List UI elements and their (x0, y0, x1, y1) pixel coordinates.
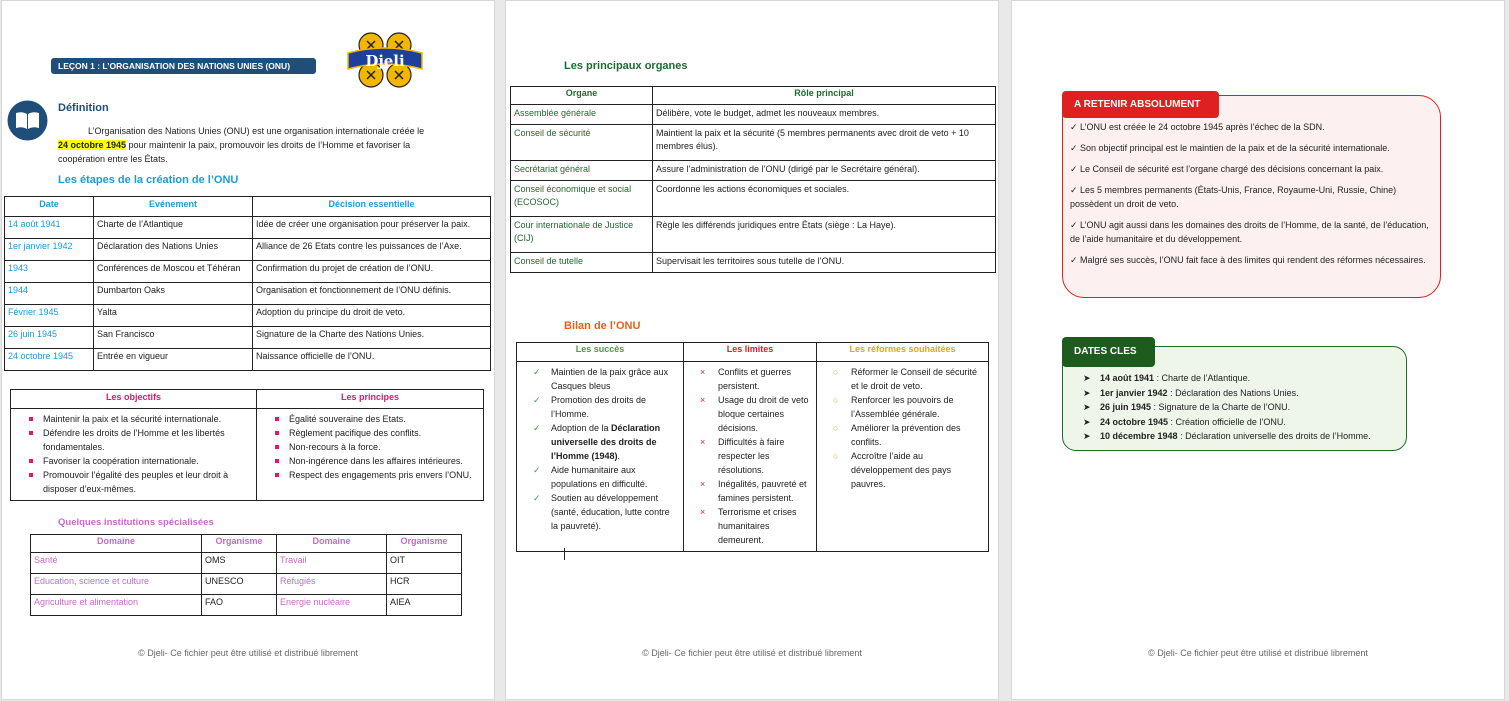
organe-name: Conseil de sécurité (511, 125, 653, 161)
etape-decision: Idée de créer une organisation pour préserver la paix. (253, 217, 491, 239)
objectif-item: Maintenir la paix et la sécurité internationale. (43, 412, 252, 426)
organe-role: Assure l’administration de l’ONU (dirigé par le Secrétaire général). (653, 161, 996, 181)
succes-item: ✓ Maintien de la paix grâce aux Casques bleus (533, 367, 669, 391)
date-item (1083, 400, 1403, 415)
etape-evenement: Conférences de Moscou et Téhéran (94, 261, 253, 283)
organe-role: Coordonne les actions économiques et sociales. (653, 181, 996, 217)
page-1 (2, 1, 494, 699)
etape-date: 1er janvier 1942 (5, 239, 94, 261)
check-icon: ✓ (533, 395, 541, 405)
check-icon: ✓ (533, 465, 541, 475)
institutions-header: Domaine (277, 535, 387, 553)
succes-item: ✓ Soutien au développement (santé, éducation, lutte contre la pauvreté). (533, 493, 670, 531)
etape-date: 24 octobre 1945 (5, 349, 94, 371)
etapes-header: Décision essentielle (253, 197, 491, 217)
definition-text: L’Organisation des Nations Unies (ONU) est une organisation internationale créée le 24 octobre 1945 pour maintenir la paix, promouvoir les droits de l’Homme et favoriser la coopération entre les États. (58, 126, 425, 164)
objectif-item: Favoriser la coopération internationale. (43, 454, 252, 468)
table-row (5, 239, 491, 261)
date-description: : Signature de la Charte de l’ONU. (1151, 402, 1291, 412)
cross-icon: × (700, 367, 706, 377)
dates-list (1083, 371, 1403, 444)
etapes-table (4, 196, 491, 371)
principe-item: Règlement pacifique des conflits. (289, 426, 479, 440)
etape-decision: Naissance officielle de l’ONU. (253, 349, 491, 371)
bilan-header-limites: Les limites (684, 343, 817, 362)
organe-role: Supervisait les territoires sous tutelle de l’ONU. (653, 253, 996, 273)
text-cursor (564, 548, 565, 560)
definition-date-highlight: 24 octobre 1945 (58, 140, 127, 150)
organe-role: Maintient la paix et la sécurité (5 membres permanents avec droit de veto + 10 membres élus). (653, 125, 996, 161)
institution-organisme: OMS (202, 553, 277, 574)
lesson-title: LEÇON 1 : L’ORGANISATION DES NATIONS UNIES (ONU) (51, 58, 316, 74)
etape-decision: Signature de la Charte des Nations Unies. (253, 327, 491, 349)
organes-header: Rôle principal (653, 87, 996, 105)
reformes-list (821, 365, 984, 491)
reforme-item: ○ Accroître l’aide au développement des pays pauvres. (833, 451, 952, 489)
etapes-heading: Les étapes de la création de l’ONU (58, 174, 239, 186)
principe-item: Non-ingérence dans les affaires intérieures. (289, 454, 479, 468)
etape-decision: Organisation et fonctionnement de l’ONU définis. (253, 283, 491, 305)
retenir-item: ✓ Le Conseil de sécurité est l’organe chargé des décisions concernant la paix. (1070, 164, 1384, 174)
table-row (511, 181, 996, 217)
date-description: : Déclaration universelle des droits de l’Homme. (1177, 431, 1371, 441)
date-item (1083, 371, 1403, 386)
etape-evenement: San Francisco (94, 327, 253, 349)
djeli-logo (345, 27, 425, 93)
table-row (511, 105, 996, 125)
etapes-header: Evénement (94, 197, 253, 217)
organes-table (510, 86, 996, 273)
institution-organisme: FAO (202, 595, 277, 616)
table-row (511, 125, 996, 161)
objectif-item: Défendre les droits de l’Homme et les libertés fondamentales. (43, 426, 252, 454)
table-row (31, 595, 462, 616)
page-footer: © Djeli- Ce fichier peut être utilisé et distribué librement (642, 648, 862, 658)
institution-organisme: HCR (387, 574, 462, 595)
table-row (5, 283, 491, 305)
institution-organisme: UNESCO (202, 574, 277, 595)
etapes-header: Date (5, 197, 94, 217)
cross-icon: × (700, 507, 706, 517)
etape-decision: Alliance de 26 Etats contre les puissances de l’Axe. (253, 239, 491, 261)
institution-organisme: OIT (387, 553, 462, 574)
retenir-list (1070, 120, 1438, 274)
limite-item: × Terrorisme et crises humanitaires demeurent. (700, 507, 797, 545)
page-2 (506, 1, 998, 699)
succes-item: ✓ Adoption de la Déclaration universelle des droits de l’Homme (1948). (533, 423, 661, 461)
organe-name: Secrétariat général (511, 161, 653, 181)
retenir-item: ✓ L’ONU agit aussi dans les domaines des droits de l’Homme, de la santé, de l’éducation, de l’aide humanitaire et du développement. (1070, 220, 1429, 244)
etape-date: 1943 (5, 261, 94, 283)
etape-date: 1944 (5, 283, 94, 305)
etape-date: Février 1945 (5, 305, 94, 327)
institution-domaine: Agriculture et alimentation (31, 595, 202, 616)
succes-item: ✓ Promotion des droits de l’Homme. (533, 395, 647, 419)
etape-date: 26 juin 1945 (5, 327, 94, 349)
date-label: 1er janvier 1942 (1100, 387, 1168, 398)
limite-item: × Difficultés à faire respecter les résolutions. (700, 437, 785, 475)
limite-item: × Conflits et guerres persistent. (700, 367, 792, 391)
institution-organisme: AIEA (387, 595, 462, 616)
retenir-item: ✓ Malgré ses succès, l’ONU fait face à des limites qui rendent des réformes nécessaires. (1070, 255, 1426, 265)
cross-icon: × (700, 395, 706, 405)
bilan-heading: Bilan de l’ONU (564, 320, 641, 332)
date-label: 14 août 1941 (1100, 373, 1155, 383)
institutions-header: Organisme (202, 535, 277, 553)
limite-item: × Inégalités, pauvreté et famines persistent. (700, 479, 807, 503)
organe-name: Cour internationale de Justice (CIJ) (511, 217, 653, 253)
objectifs-header: Les objectifs (11, 390, 257, 409)
table-row (5, 261, 491, 283)
objectifs-list (15, 412, 252, 496)
bilan-table (516, 342, 989, 552)
date-label: 26 juin 1945 (1100, 402, 1152, 412)
date-description: : Déclaration des Nations Unies. (1167, 387, 1299, 398)
bilan-header-succes: Les succès (517, 343, 684, 362)
table-row (5, 327, 491, 349)
succes-item: ✓ Aide humanitaire aux populations en difficulté. (533, 465, 648, 489)
check-icon: ✓ (533, 367, 541, 377)
organes-header: Organe (511, 87, 653, 105)
etape-decision: Confirmation du projet de création de l’ONU. (253, 261, 491, 283)
etape-evenement: Charte de l’Atlantique (94, 217, 253, 239)
retenir-item: ✓ L’ONU est créée le 24 octobre 1945 après l’échec de la SDN. (1070, 122, 1325, 132)
reforme-item: ○ Réformer le Conseil de sécurité et le droit de veto. (833, 367, 978, 391)
institution-domaine: Santé (31, 553, 202, 574)
organe-role: Règle les différends juridiques entre États (siège : La Haye). (653, 217, 996, 253)
principes-list (261, 412, 479, 482)
book-icon (7, 100, 48, 141)
organe-name: Conseil de tutelle (511, 253, 653, 273)
date-item (1083, 386, 1403, 401)
etape-evenement: Dumbarton Oaks (94, 283, 253, 305)
date-item (1083, 429, 1403, 444)
table-row (5, 217, 491, 239)
institutions-header: Domaine (31, 535, 202, 553)
table-row (5, 305, 491, 327)
institution-domaine: Energie nucléaire (277, 595, 387, 616)
etape-evenement: Entrée en vigueur (94, 349, 253, 371)
date-description: : Création officielle de l’ONU. (1168, 416, 1286, 427)
organe-name: Assemblée générale (511, 105, 653, 125)
table-row (31, 553, 462, 574)
date-item (1083, 415, 1403, 430)
date-label: 24 octobre 1945 (1100, 416, 1169, 427)
retenir-title: A RETENIR ABSOLUMENT (1062, 91, 1219, 118)
etape-date: 14 août 1941 (5, 217, 94, 239)
organe-role: Délibère, vote le budget, admet les nouveaux membres. (653, 105, 996, 125)
limites-list (688, 365, 812, 547)
institutions-header: Organisme (387, 535, 462, 553)
principes-header: Les principes (257, 390, 484, 409)
etape-decision: Adoption du principe du droit de veto. (253, 305, 491, 327)
check-icon: ✓ (533, 423, 541, 433)
page-footer: © Djeli- Ce fichier peut être utilisé et distribué librement (1148, 648, 1368, 658)
institutions-table (30, 534, 462, 616)
principe-item: Non-recours à la force. (289, 440, 479, 454)
cross-icon: × (700, 437, 706, 447)
circle-bullet-icon: ○ (833, 423, 839, 433)
definition-heading: Définition (58, 102, 109, 114)
table-row (511, 161, 996, 181)
cross-icon: × (700, 479, 706, 489)
table-row (5, 349, 491, 371)
institution-domaine: Réfugiés (277, 574, 387, 595)
reforme-item: ○ Renforcer les pouvoirs de l’Assemblée générale. (833, 395, 954, 419)
limite-item: × Usage du droit de veto bloque certaines décisions. (700, 395, 809, 433)
retenir-item: ✓ Son objectif principal est le maintien de la paix et de la sécurité internationale. (1070, 143, 1390, 153)
etape-evenement: Yalta (94, 305, 253, 327)
check-icon: ✓ (533, 493, 541, 503)
organes-heading: Les principaux organes (564, 60, 688, 72)
principe-item: Respect des engagements pris envers l’ONU. (289, 468, 479, 482)
date-description: : Charte de l’Atlantique. (1154, 373, 1251, 383)
succes-list (521, 365, 679, 533)
etape-evenement: Déclaration des Nations Unies (94, 239, 253, 261)
institution-domaine: Education, science et culture (31, 574, 202, 595)
circle-bullet-icon: ○ (833, 451, 839, 461)
table-row (511, 253, 996, 273)
objectif-item: Promouvoir l’égalité des peuples et leur droit à disposer d’eux-mêmes. (43, 468, 252, 496)
bilan-header-reformes: Les réformes souhaitées (817, 343, 989, 362)
page-footer: © Djeli- Ce fichier peut être utilisé et distribué librement (138, 648, 358, 658)
table-row (511, 217, 996, 253)
retenir-item: ✓ Les 5 membres permanents (États-Unis, France, Royaume-Uni, Russie, Chine) possèdent un droit de veto. (1070, 185, 1397, 209)
principe-item: Égalité souveraine des Etats. (289, 412, 479, 426)
institutions-heading: Quelques institutions spécialisées (58, 517, 214, 528)
date-label: 10 décembre 1948 (1100, 431, 1178, 441)
reforme-item: ○ Améliorer la prévention des conflits. (833, 423, 961, 447)
page-3 (1012, 1, 1504, 699)
circle-bullet-icon: ○ (833, 395, 839, 405)
table-row (31, 574, 462, 595)
objectifs-principes-table (10, 389, 484, 501)
dates-title: DATES CLES (1062, 337, 1155, 367)
institution-domaine: Travail (277, 553, 387, 574)
logo-text: Djeli (365, 52, 405, 70)
circle-bullet-icon: ○ (833, 367, 839, 377)
organe-name: Conseil économique et social (ECOSOC) (511, 181, 653, 217)
